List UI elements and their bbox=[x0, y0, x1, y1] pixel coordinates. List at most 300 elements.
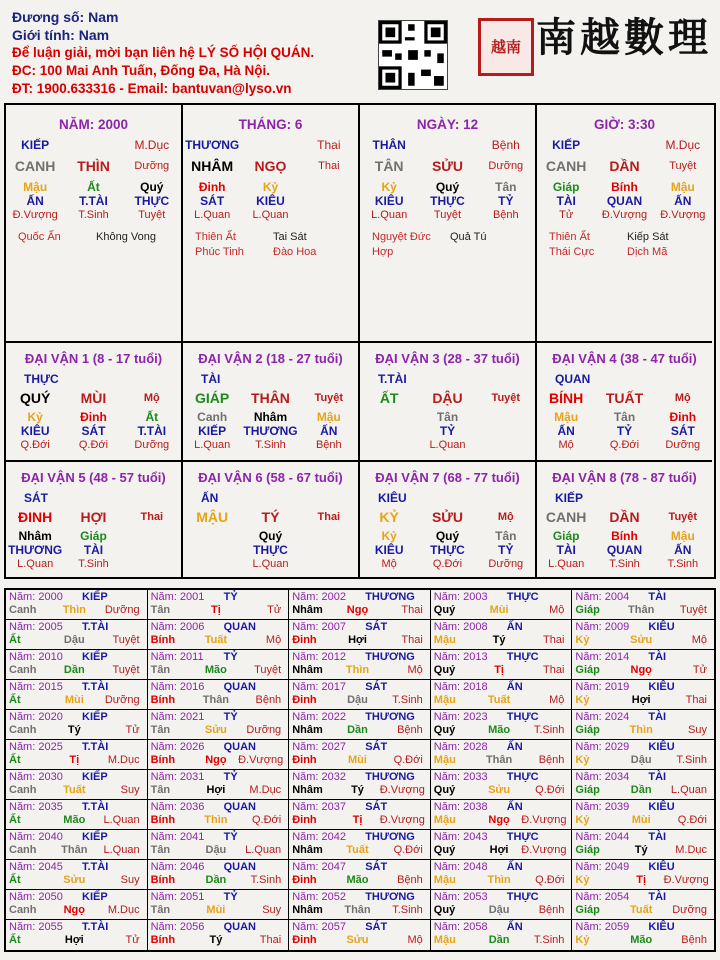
year-stem: Mậu bbox=[433, 694, 456, 706]
pillar-hidden: Bính bbox=[611, 180, 638, 194]
year-cell[interactable] bbox=[572, 620, 714, 650]
year-cell[interactable] bbox=[572, 590, 714, 620]
daivan-stage: Mộ bbox=[381, 558, 397, 570]
year-cell[interactable] bbox=[431, 800, 573, 830]
year-label: Năm: 2021 bbox=[150, 711, 205, 723]
year-cell[interactable] bbox=[6, 740, 148, 770]
year-pillar-row bbox=[434, 904, 569, 917]
year-stem: Mậu bbox=[433, 934, 456, 946]
year-cell[interactable] bbox=[289, 770, 431, 800]
year-god: SÁT bbox=[365, 801, 388, 813]
year-pillar-row bbox=[9, 724, 144, 737]
pillar-stage: Đ.Vượng bbox=[601, 209, 648, 221]
year-cell[interactable] bbox=[431, 710, 573, 740]
year-stem: Kỷ bbox=[575, 754, 590, 766]
daivan-stage: Q.Đới bbox=[609, 439, 640, 451]
year-stage: Bệnh bbox=[255, 694, 282, 706]
year-cell[interactable] bbox=[148, 740, 290, 770]
daivan-main: Thai bbox=[317, 511, 341, 523]
year-pillar-row bbox=[575, 604, 711, 617]
year-stem: Quý bbox=[433, 784, 456, 796]
year-cell[interactable] bbox=[431, 590, 573, 620]
year-label: Năm: 2053 bbox=[433, 891, 488, 903]
year-stage: M.Dục bbox=[107, 904, 140, 916]
year-cell[interactable] bbox=[6, 620, 148, 650]
year-branch: Ngọ bbox=[63, 904, 85, 916]
star-line bbox=[195, 230, 358, 245]
year-pillar-row bbox=[151, 724, 286, 737]
pillar-title: NGÀY: 12 bbox=[416, 117, 479, 132]
daivan-hidden: Giáp bbox=[80, 529, 107, 543]
year-stem: Nhâm bbox=[292, 664, 323, 676]
year-cell[interactable] bbox=[148, 620, 290, 650]
daivan-hidden bbox=[183, 529, 241, 543]
year-god: KIẾP bbox=[82, 771, 108, 783]
pillar-main: CANH bbox=[14, 158, 56, 174]
year-cell[interactable] bbox=[6, 890, 148, 920]
year-stem: Quý bbox=[433, 724, 456, 736]
pillar-main: DẦN bbox=[609, 158, 640, 174]
daivan-main: DẦN bbox=[609, 509, 640, 525]
year-branch: Ngọ bbox=[346, 604, 369, 616]
daivan-main: ĐINH bbox=[18, 509, 53, 525]
pillar-title: NĂM: 2000 bbox=[58, 117, 129, 132]
year-pillar-row bbox=[151, 754, 286, 767]
daivan-god: T.TÀI bbox=[378, 372, 407, 386]
pillar-main-row bbox=[537, 156, 712, 176]
year-cell[interactable] bbox=[572, 710, 714, 740]
year-cell[interactable] bbox=[572, 680, 714, 710]
year-cell[interactable] bbox=[289, 740, 431, 770]
year-pillar-row bbox=[575, 844, 711, 857]
star-line bbox=[549, 230, 712, 245]
year-god: SÁT bbox=[365, 921, 388, 933]
daivan-stage-row bbox=[537, 438, 712, 452]
year-pillar-row bbox=[434, 664, 569, 677]
year-cell[interactable] bbox=[289, 890, 431, 920]
year-cell[interactable] bbox=[148, 590, 290, 620]
year-god: THƯƠNG bbox=[365, 771, 415, 783]
pillar-cell bbox=[360, 105, 537, 343]
daivan-stage-row bbox=[360, 557, 535, 571]
year-branch: Sửu bbox=[204, 724, 227, 736]
year-stem: Mậu bbox=[433, 814, 456, 826]
daivan-stage bbox=[477, 438, 535, 452]
year-stem: Ất bbox=[9, 934, 21, 946]
daivan-cell bbox=[6, 462, 183, 579]
year-cell[interactable] bbox=[289, 680, 431, 710]
pillar-cell bbox=[6, 105, 183, 343]
year-cell[interactable] bbox=[289, 920, 431, 950]
year-stage: T.Sinh bbox=[392, 904, 423, 916]
pillar-hidden: Mậu bbox=[23, 180, 48, 194]
year-god: T.TÀI bbox=[82, 681, 109, 693]
year-label: Năm: 2007 bbox=[292, 621, 346, 633]
daivan-title: ĐẠI VẬN 3 (28 - 37 tuổi) bbox=[375, 351, 520, 366]
year-god: QUAN bbox=[223, 741, 256, 753]
pillar-hidden: Kỷ bbox=[262, 180, 279, 194]
pillar-title: THÁNG: 6 bbox=[238, 117, 303, 132]
year-stage: Q.Đới bbox=[677, 814, 707, 826]
daivan-main: SỬU bbox=[431, 509, 464, 525]
chart-grid bbox=[4, 103, 716, 579]
daivan-hidden: Canh bbox=[197, 410, 228, 424]
pillar-cell bbox=[183, 105, 360, 343]
pillar-top-row bbox=[537, 138, 712, 152]
year-branch: Dần bbox=[347, 724, 368, 736]
year-label: Năm: 2020 bbox=[9, 711, 63, 723]
year-pillar-row bbox=[9, 664, 144, 677]
year-cell[interactable] bbox=[572, 860, 714, 890]
daivan-stage-row bbox=[537, 557, 712, 571]
year-label: Năm: 2031 bbox=[150, 771, 205, 783]
year-stage: Tử bbox=[125, 724, 140, 736]
year-stem: Ất bbox=[9, 694, 21, 706]
daivan-god-item: TỶ bbox=[616, 424, 633, 438]
daivan-god-item: QUAN bbox=[606, 543, 643, 557]
year-branch: Sửu bbox=[63, 874, 86, 886]
daivan-god-item: THƯƠNG bbox=[243, 424, 298, 438]
year-god: TÀI bbox=[648, 651, 667, 663]
year-cell[interactable] bbox=[289, 590, 431, 620]
daivan-god-item: SÁT bbox=[81, 424, 106, 438]
year-pillar-row bbox=[575, 874, 711, 887]
year-cell[interactable] bbox=[148, 770, 290, 800]
year-god: KIẾP bbox=[82, 891, 108, 903]
pillar-gods-row bbox=[537, 194, 712, 208]
daivan-god-item bbox=[300, 543, 358, 557]
year-branch: Tuất bbox=[204, 634, 228, 646]
year-stage: M.Dục bbox=[249, 784, 282, 796]
year-stage: Thai bbox=[401, 634, 423, 646]
year-cell[interactable] bbox=[6, 770, 148, 800]
year-pillar-row bbox=[434, 784, 569, 797]
year-cell[interactable] bbox=[6, 800, 148, 830]
year-stage: Bệnh bbox=[538, 754, 565, 766]
year-stage: Bệnh bbox=[538, 904, 565, 916]
year-label: Năm: 2001 bbox=[150, 591, 205, 603]
year-god: ẤN bbox=[506, 921, 523, 933]
year-stage: Đ.Vượng bbox=[379, 814, 425, 826]
year-branch: Mão bbox=[488, 724, 511, 736]
year-cell[interactable] bbox=[148, 680, 290, 710]
year-stage: Dưỡng bbox=[672, 904, 707, 916]
year-cell[interactable] bbox=[289, 800, 431, 830]
pillar-stage: Bệnh bbox=[492, 209, 519, 221]
year-pillar-row bbox=[434, 754, 569, 767]
year-cell[interactable] bbox=[572, 830, 714, 860]
year-cell[interactable] bbox=[148, 800, 290, 830]
daivan-hidden: Mậu bbox=[554, 410, 579, 424]
daivan-main: Mộ bbox=[674, 392, 691, 404]
year-branch: Mùi bbox=[489, 604, 509, 616]
year-branch: Thân bbox=[485, 754, 513, 766]
year-cell[interactable] bbox=[289, 830, 431, 860]
year-pillar-row bbox=[434, 694, 569, 707]
daivan-god-item: THỰC bbox=[430, 543, 465, 557]
daivan-main: THÂN bbox=[251, 390, 290, 406]
year-stem: Mậu bbox=[433, 754, 456, 766]
year-cell[interactable] bbox=[148, 860, 290, 890]
year-stage: Thai bbox=[542, 634, 565, 646]
year-god: KIẾP bbox=[82, 711, 108, 723]
year-cell[interactable] bbox=[289, 620, 431, 650]
daivan-hidden: Quý bbox=[435, 529, 460, 543]
year-stage: Thai bbox=[401, 604, 423, 616]
year-god: KIÊU bbox=[648, 681, 675, 693]
year-cell[interactable] bbox=[6, 920, 148, 950]
pillar-hidden-row bbox=[360, 180, 535, 194]
year-stage: Q.Đới bbox=[535, 784, 565, 796]
year-god: KIÊU bbox=[648, 741, 675, 753]
year-cell[interactable] bbox=[431, 860, 573, 890]
year-stage: Đ.Vượng bbox=[663, 874, 709, 886]
year-label: Năm: 2026 bbox=[150, 741, 205, 753]
pillar-top: M.Dục bbox=[665, 138, 701, 152]
year-branch: Mão bbox=[204, 664, 227, 676]
year-cell[interactable] bbox=[148, 830, 290, 860]
daivan-cell bbox=[537, 462, 712, 579]
pillar-stars bbox=[183, 230, 358, 260]
year-label: Năm: 2008 bbox=[433, 621, 488, 633]
year-pillar-row bbox=[434, 874, 569, 887]
year-pillar-row bbox=[151, 604, 286, 617]
year-stem: Ất bbox=[9, 754, 21, 766]
year-stage: Dưỡng bbox=[104, 694, 140, 706]
pillar-god: QUAN bbox=[606, 194, 643, 208]
year-god: KIÊU bbox=[648, 621, 675, 633]
year-stage: T.Sinh bbox=[533, 724, 565, 736]
daivan-god-item: TÀI bbox=[556, 543, 576, 557]
year-stage: Đ.Vượng bbox=[521, 814, 567, 826]
year-god: T.TÀI bbox=[82, 621, 109, 633]
year-cell[interactable] bbox=[572, 650, 714, 680]
year-label: Năm: 2000 bbox=[9, 591, 63, 603]
daivan-gods-row bbox=[6, 543, 181, 557]
year-god: KIẾP bbox=[82, 651, 108, 663]
year-stage: Tử bbox=[692, 664, 707, 676]
year-stem: Bính bbox=[150, 814, 176, 826]
year-label: Năm: 2048 bbox=[433, 861, 488, 873]
pillar-hidden bbox=[300, 180, 358, 194]
year-pillar-row bbox=[292, 604, 427, 617]
daivan-main-row bbox=[6, 507, 181, 527]
year-cell[interactable] bbox=[572, 890, 714, 920]
year-stem: Tân bbox=[150, 604, 171, 616]
year-branch: Tý bbox=[67, 724, 81, 736]
year-stage: Q.Đới bbox=[251, 814, 282, 826]
year-stem: Bính bbox=[150, 874, 176, 886]
year-cell[interactable] bbox=[6, 710, 148, 740]
year-pillar-row bbox=[434, 934, 569, 947]
year-stage: Bệnh bbox=[397, 724, 423, 736]
year-god: TÀI bbox=[648, 591, 667, 603]
year-god: KIÊU bbox=[648, 921, 675, 933]
year-pillar-row bbox=[151, 934, 286, 947]
year-cell[interactable] bbox=[148, 890, 290, 920]
year-stage: Dưỡng bbox=[246, 724, 282, 736]
daivan-stage: Bệnh bbox=[315, 439, 342, 451]
year-god: THƯƠNG bbox=[365, 591, 415, 603]
year-branch: Dần bbox=[63, 664, 85, 676]
daivan-stage: L.Quan bbox=[429, 439, 466, 451]
daivan-god-item: KIÊU bbox=[374, 543, 404, 557]
star-line bbox=[372, 230, 535, 260]
year-label: Năm: 2030 bbox=[9, 771, 63, 783]
year-branch: Thân bbox=[61, 844, 88, 856]
daivan-hidden bbox=[477, 410, 535, 424]
daivan-hidden bbox=[300, 529, 358, 543]
year-cell[interactable] bbox=[572, 740, 714, 770]
pillar-hidden: Đinh bbox=[198, 180, 226, 194]
year-cell[interactable] bbox=[572, 920, 714, 950]
star: Dịch Mã bbox=[627, 246, 668, 258]
year-cell[interactable] bbox=[431, 830, 573, 860]
year-stem: Giáp bbox=[575, 604, 600, 616]
year-stem: Đinh bbox=[292, 874, 317, 886]
header-info bbox=[12, 8, 314, 98]
daivan-god: SÁT bbox=[24, 491, 48, 505]
daivan-god-item: TÀI bbox=[83, 543, 104, 557]
year-pillar-row bbox=[9, 604, 144, 617]
year-stem: Ất bbox=[9, 874, 21, 886]
year-label: Năm: 2017 bbox=[292, 681, 346, 693]
year-stem: Nhâm bbox=[292, 784, 323, 796]
daivan-god-item bbox=[477, 424, 535, 438]
pillar-main-row bbox=[6, 156, 181, 176]
year-branch: Mão bbox=[63, 814, 86, 826]
year-stem: Canh bbox=[9, 724, 37, 736]
year-label: Năm: 2002 bbox=[292, 591, 346, 603]
daivan-stage: Q.Đới bbox=[432, 558, 463, 570]
year-pillar-row bbox=[151, 694, 286, 707]
contact-line-2: ĐC: 100 Mai Anh Tuấn, Đống Đa, Hà Nội. bbox=[12, 63, 271, 78]
year-god: TÀI bbox=[648, 891, 667, 903]
daivan-title: ĐẠI VẬN 7 (68 - 77 tuổi) bbox=[375, 470, 520, 485]
daivan-main-row bbox=[537, 507, 712, 527]
pillar-main: THÌN bbox=[77, 158, 110, 174]
daivan-stage bbox=[123, 557, 181, 571]
pillar-main: Dưỡng bbox=[488, 160, 524, 172]
year-pillar-row bbox=[575, 904, 711, 917]
daivan-stage-row bbox=[360, 438, 535, 452]
year-cell[interactable] bbox=[289, 710, 431, 740]
year-label: Năm: 2055 bbox=[9, 921, 63, 933]
pillar-god: THỰC bbox=[134, 194, 170, 208]
year-pillar-row bbox=[575, 694, 711, 707]
year-cell[interactable] bbox=[431, 740, 573, 770]
pillar-gods-row bbox=[6, 194, 181, 208]
year-cell[interactable] bbox=[6, 830, 148, 860]
daivan-stage bbox=[360, 438, 418, 452]
year-god: TỶ bbox=[223, 651, 238, 663]
year-cell[interactable] bbox=[289, 860, 431, 890]
year-cell[interactable] bbox=[431, 920, 573, 950]
daivan-gods-row bbox=[537, 543, 712, 557]
year-cell[interactable] bbox=[572, 800, 714, 830]
pillar-hidden: Tân bbox=[495, 180, 517, 194]
year-stem: Mậu bbox=[433, 634, 456, 646]
year-label: Năm: 2009 bbox=[575, 621, 630, 633]
year-branch: Tý bbox=[492, 634, 506, 646]
year-pillar-row bbox=[9, 814, 144, 827]
year-pillar-row bbox=[151, 664, 286, 677]
year-cell[interactable] bbox=[431, 890, 573, 920]
daivan-god-item bbox=[183, 543, 241, 557]
year-cell[interactable] bbox=[289, 650, 431, 680]
daivan-god-item: ẤN bbox=[557, 424, 575, 438]
qr-code-icon[interactable] bbox=[378, 20, 448, 90]
year-pillar-row bbox=[151, 814, 286, 827]
year-stem: Mậu bbox=[433, 874, 456, 886]
pillar-stars bbox=[360, 230, 535, 260]
year-cell[interactable] bbox=[431, 650, 573, 680]
pillar-god bbox=[300, 194, 358, 208]
year-cell[interactable] bbox=[6, 590, 148, 620]
pillar-gods-row bbox=[360, 194, 535, 208]
year-cell[interactable] bbox=[6, 860, 148, 890]
year-stem: Kỷ bbox=[575, 874, 590, 886]
year-cell[interactable] bbox=[148, 710, 290, 740]
year-pillar-row bbox=[292, 664, 427, 677]
year-stem: Giáp bbox=[575, 724, 600, 736]
year-branch: Thìn bbox=[62, 604, 86, 616]
year-cell[interactable] bbox=[572, 770, 714, 800]
daivan-god-item: SÁT bbox=[670, 424, 695, 438]
year-stage: Q.Đới bbox=[535, 874, 565, 886]
year-branch: Tuất bbox=[346, 844, 369, 856]
year-stem: Nhâm bbox=[292, 844, 323, 856]
daivan-main: GIÁP bbox=[195, 390, 230, 406]
daivan-stage: T.Sinh bbox=[609, 558, 640, 570]
year-label: Năm: 2056 bbox=[150, 921, 205, 933]
year-pillar-row bbox=[575, 634, 711, 647]
year-cell[interactable] bbox=[431, 680, 573, 710]
daivan-hidden: Kỷ bbox=[27, 410, 43, 424]
seal-stamp bbox=[478, 18, 534, 76]
year-stage: Thai bbox=[685, 694, 707, 706]
year-stem: Canh bbox=[9, 784, 37, 796]
year-stage: Tuyệt bbox=[112, 634, 140, 646]
year-branch: Thìn bbox=[487, 874, 511, 886]
daivan-main: TUẤT bbox=[605, 390, 644, 406]
daivan-main: HỢI bbox=[80, 509, 107, 525]
year-branch: Thìn bbox=[204, 814, 228, 826]
pillar-hidden-row bbox=[6, 180, 181, 194]
year-label: Năm: 2051 bbox=[150, 891, 205, 903]
year-cell[interactable] bbox=[148, 920, 290, 950]
year-stem: Ất bbox=[9, 814, 21, 826]
daivan-stage: Dưỡng bbox=[665, 439, 701, 451]
year-stage: Mộ bbox=[407, 934, 423, 946]
year-god: SÁT bbox=[365, 741, 388, 753]
pillar-main: NGỌ bbox=[254, 158, 287, 174]
year-pillar-row bbox=[151, 904, 286, 917]
daivan-hidden-row bbox=[6, 529, 181, 543]
year-cell[interactable] bbox=[6, 680, 148, 710]
year-cell[interactable] bbox=[6, 650, 148, 680]
year-stage: Mộ bbox=[265, 634, 282, 646]
daivan-stage: L.Quan bbox=[17, 558, 54, 570]
year-cell[interactable] bbox=[431, 620, 573, 650]
year-cell[interactable] bbox=[148, 650, 290, 680]
year-branch: Hợi bbox=[206, 784, 226, 796]
year-cell[interactable] bbox=[431, 770, 573, 800]
year-branch: Dậu bbox=[630, 754, 652, 766]
year-pillar-row bbox=[292, 724, 427, 737]
year-stage: Suy bbox=[120, 784, 140, 796]
pillar-god: KIÊU bbox=[256, 194, 285, 208]
